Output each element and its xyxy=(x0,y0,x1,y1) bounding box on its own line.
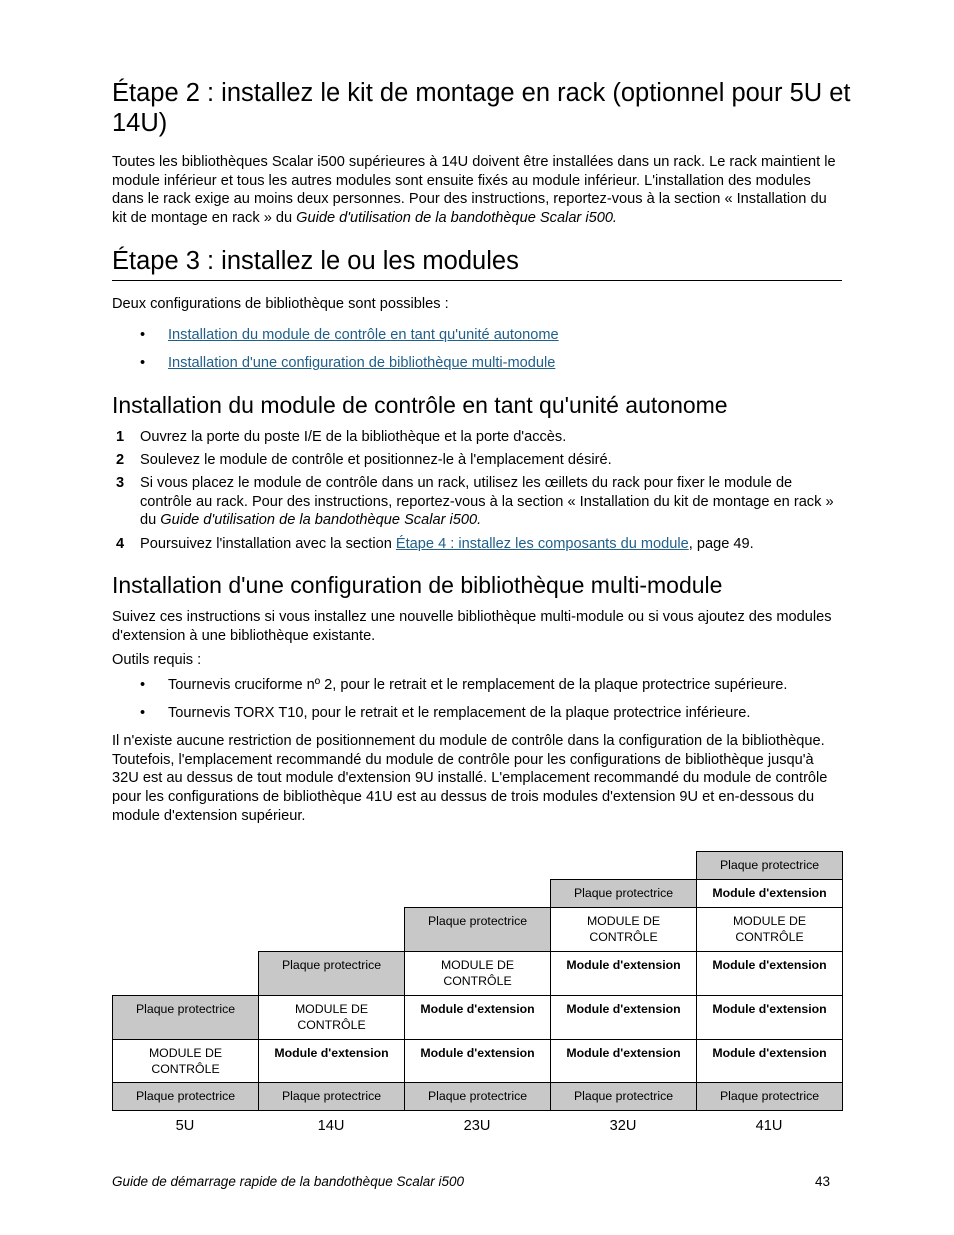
link-step4[interactable]: Étape 4 : installez les composants du module xyxy=(395,536,689,552)
diagram-cover-cell: Plaque protectrice xyxy=(696,1082,843,1111)
diagram-cover-cell: Plaque protectrice xyxy=(550,1082,697,1111)
step-number: 3 xyxy=(116,475,125,491)
diagram-caption: 5U xyxy=(175,1118,195,1134)
diagram-cover-cell: Plaque protectrice xyxy=(404,1082,551,1111)
diagram-cover-cell: Plaque protectrice xyxy=(112,1082,259,1111)
diagram-expansion-cell: Module d'extension xyxy=(696,995,843,1040)
section2-body-text: Toutes les bibliothèques Scalar i500 supérieures à 14U doivent être installées dans un rack. Le rack maintient le module inférieur et tous les autres modules sont ensuite fixés au module inférieur. L'installation des modules dans le rack exige au moins deux personnes. Pour des instructions, reportez-vous à la section « Installation du kit de montage en rack » du xyxy=(112,154,836,227)
page-number: 43 xyxy=(815,1174,831,1189)
diagram-caption: 23U xyxy=(463,1118,491,1134)
diagram-expansion-cell: Module d'extension xyxy=(258,1039,405,1083)
step-text: Soulevez le module de contrôle et positionnez-le à l'emplacement désiré. xyxy=(140,452,612,468)
diagram-expansion-cell: Module d'extension xyxy=(550,995,697,1040)
step-text xyxy=(140,535,840,554)
link-multimodule[interactable]: Installation d'une configuration de bibliothèque multi-module xyxy=(168,355,556,371)
diagram-expansion-cell: Module d'extension xyxy=(696,1039,843,1083)
diagram-expansion-cell: Module d'extension xyxy=(696,951,843,996)
footer-title: Guide de démarrage rapide de la bandothèque Scalar i500 xyxy=(112,1174,465,1189)
section2-title: Étape 2 : installez le kit de montage en rack (optionnel pour 5U et 14U) xyxy=(112,79,851,137)
bullet-marker: • xyxy=(140,327,146,343)
link-standalone[interactable]: Installation du module de contrôle en tant qu'unité autonome xyxy=(168,327,559,343)
standalone-title: Installation du module de contrôle en tant qu'unité autonome xyxy=(112,392,728,418)
tool-item: Tournevis TORX T10, pour le retrait et le remplacement de la plaque protectrice inférieure. xyxy=(168,705,751,721)
diagram-cover-cell: Plaque protectrice xyxy=(112,995,259,1040)
diagram-control-cell: MODULE DE CONTRÔLE xyxy=(112,1039,259,1083)
diagram-expansion-cell: Module d'extension xyxy=(550,1039,697,1083)
diagram-expansion-cell: Module d'extension xyxy=(404,1039,551,1083)
step-number: 2 xyxy=(116,452,125,468)
diagram-cover-cell: Plaque protectrice xyxy=(258,951,405,996)
diagram-expansion-cell: Module d'extension xyxy=(696,879,843,908)
bullet-marker: • xyxy=(140,355,146,371)
bullet-marker: • xyxy=(140,677,146,693)
tools-label: Outils requis : xyxy=(112,652,202,668)
diagram-caption: 14U xyxy=(317,1118,345,1134)
section2-guide-reference: Guide d'utilisation de la bandothèque Scalar i500. xyxy=(296,210,617,227)
step-number: 1 xyxy=(116,429,125,445)
multimodule-intro: Suivez ces instructions si vous installez une nouvelle bibliothèque multi-module ou si vous ajoutez des modules d'extension à une bibliothèque existante. xyxy=(112,609,832,644)
step-3-guide-reference: Guide d'utilisation de la bandothèque Scalar i500. xyxy=(160,512,482,529)
diagram-cover-cell: Plaque protectrice xyxy=(696,851,843,880)
step-4-text-after: , page 49. xyxy=(688,536,754,552)
section3-rule xyxy=(112,280,842,281)
step-text xyxy=(140,474,840,530)
step-4-text-before: Poursuivez l'installation avec la section xyxy=(140,536,396,552)
placement-note: Il n'existe aucune restriction de positionnement du module de contrôle dans la configuration de la bibliothèque. Toutefois, l'emplacement recommandé du module de contrôle pour les configurations de bibliothèque jusqu'à 32U est au dessus de tout module d'extension 9U installé. L'emplacement recommandé du module de contrôle pour les configurations de bibliothèque 41U est au dessus de trois modules d'extension 9U et en-dessous du module d'extension supérieur. xyxy=(112,733,828,824)
diagram-caption: 32U xyxy=(609,1118,637,1134)
section2-body xyxy=(112,153,842,228)
section3-title: Étape 3 : installez le ou les modules xyxy=(112,247,519,275)
multimodule-title: Installation d'une configuration de bibliothèque multi-module xyxy=(112,572,723,598)
diagram-control-cell: MODULE DE CONTRÔLE xyxy=(404,951,551,996)
diagram-control-cell: MODULE DE CONTRÔLE xyxy=(258,995,405,1040)
step-text: Ouvrez la porte du poste I/E de la bibliothèque et la porte d'accès. xyxy=(140,429,567,445)
diagram-control-cell: MODULE DE CONTRÔLE xyxy=(550,907,697,952)
diagram-expansion-cell: Module d'extension xyxy=(404,995,551,1040)
diagram-caption: 41U xyxy=(755,1118,783,1134)
step-3-text: Si vous placez le module de contrôle dans un rack, utilisez les œillets du rack pour fixer le module de contrôle au rack. Pour des instructions, reportez-vous à la section « Installation du kit de montage en rack » du xyxy=(140,475,834,529)
bullet-marker: • xyxy=(140,705,146,721)
diagram-cover-cell: Plaque protectrice xyxy=(404,907,551,952)
diagram-expansion-cell: Module d'extension xyxy=(550,951,697,996)
section3-intro: Deux configurations de bibliothèque sont possibles : xyxy=(112,296,449,312)
diagram-cover-cell: Plaque protectrice xyxy=(258,1082,405,1111)
diagram-control-cell: MODULE DE CONTRÔLE xyxy=(696,907,843,952)
diagram-cover-cell: Plaque protectrice xyxy=(550,879,697,908)
tool-item: Tournevis cruciforme nº 2, pour le retrait et le remplacement de la plaque protectrice supérieure. xyxy=(168,677,788,693)
step-number: 4 xyxy=(116,536,125,552)
